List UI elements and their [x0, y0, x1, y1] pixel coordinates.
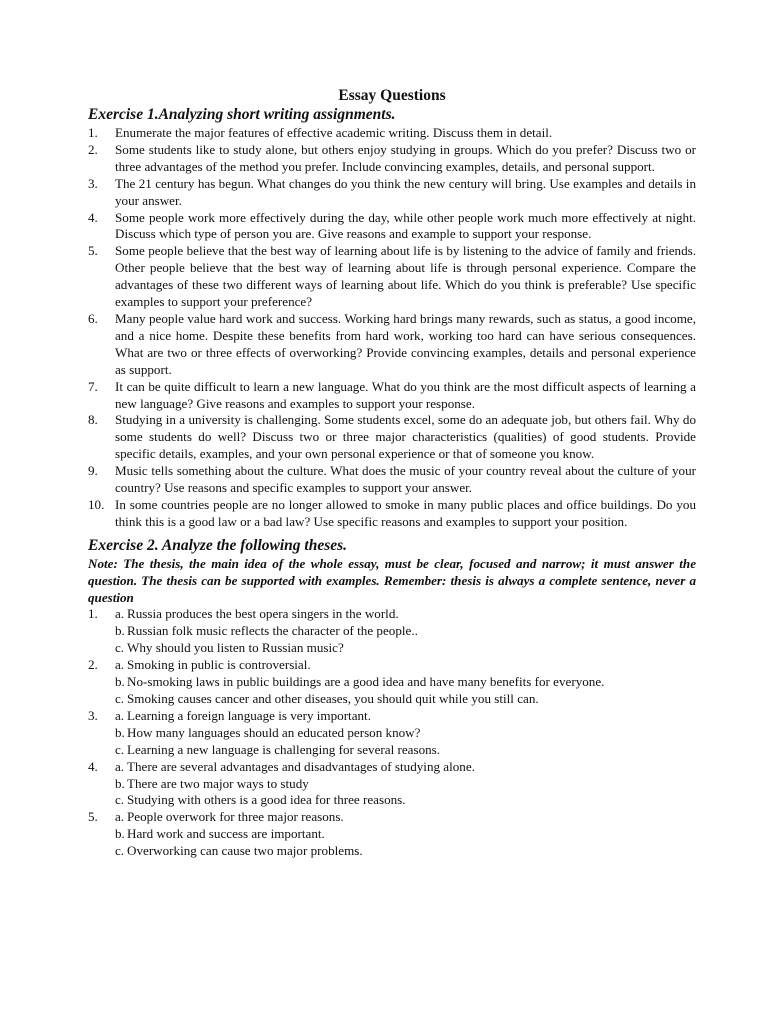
question-number: 6.: [88, 310, 98, 326]
thesis-option: [88, 759, 696, 776]
question-text: Music tells something about the culture. What does the music of your country reveal about the culture of your country? Use reasons and specific examples to support your answer.: [115, 463, 696, 496]
question-number: 3.: [88, 175, 98, 191]
thesis-group: [88, 657, 696, 708]
option-text: People overwork for three major reasons.: [127, 809, 344, 825]
thesis-group: [88, 809, 696, 860]
option-letter: b.: [115, 775, 125, 791]
thesis-option: [88, 674, 696, 691]
exercise-1-question-list: [88, 125, 696, 531]
question-text: Studying in a university is challenging. Some students excel, some do an adequate job, but others fail. Why do some students do well? Discuss two or three major characteristics (qualities) of good students. Provide specific details, examples, and your own personal experience or that of someone you know.: [115, 412, 696, 462]
question-number: 2.: [88, 141, 98, 157]
question-number: 1.: [88, 125, 98, 140]
question-item: [88, 210, 696, 244]
question-item: [88, 176, 696, 210]
option-text: Overworking can cause two major problems.: [127, 843, 363, 859]
group-number: 4.: [88, 758, 98, 774]
option-text: There are two major ways to study: [127, 775, 309, 791]
question-number: 4.: [88, 209, 98, 225]
option-letter: c.: [115, 741, 125, 757]
question-text: Enumerate the major features of effective academic writing. Discuss them in detail.: [115, 125, 553, 140]
option-text: No-smoking laws in public buildings are a good idea and have many benefits for everyone.: [127, 674, 605, 690]
exercise-2-heading: Exercise 2. Analyze the following theses.: [88, 536, 348, 554]
thesis-group: [88, 606, 696, 657]
question-item: [88, 311, 696, 379]
thesis-option: [88, 657, 696, 674]
option-text: Learning a foreign language is very important.: [127, 707, 371, 723]
thesis-option: [88, 640, 696, 657]
group-number: 1.: [88, 606, 98, 622]
option-letter: b.: [115, 623, 125, 639]
document-title: Essay Questions: [338, 87, 446, 104]
option-letter: a.: [115, 707, 125, 723]
option-letter: c.: [115, 792, 125, 808]
question-number: 9.: [88, 463, 98, 479]
option-letter: a.: [115, 758, 125, 774]
group-number: 2.: [88, 657, 98, 673]
option-letter: c.: [115, 843, 125, 859]
thesis-option: [88, 691, 696, 708]
option-text: Russia produces the best opera singers in the world.: [127, 606, 399, 622]
question-number: 5.: [88, 243, 98, 259]
question-text: Some people work more effectively during the day, while other people work much more effectively at night. Discuss which type of person you are. Give reasons and example to support your response.: [115, 209, 696, 242]
exercise-1-heading: Exercise 1.Analyzing short writing assignments.: [88, 106, 396, 123]
thesis-option: [88, 742, 696, 759]
document-page: [88, 86, 696, 860]
group-number: 5.: [88, 809, 98, 825]
question-item: [88, 243, 696, 311]
thesis-option: [88, 843, 696, 860]
question-item: [88, 142, 696, 176]
thesis-group: [88, 708, 696, 759]
thesis-option: [88, 623, 696, 640]
option-text: Russian folk music reflects the character of the people..: [127, 623, 418, 639]
option-text: How many languages should an educated person know?: [127, 724, 421, 740]
question-text: It can be quite difficult to learn a new language. What do you think are the most difficult aspects of learning a new language? Give reasons and examples to support your response.: [115, 378, 696, 411]
option-letter: a.: [115, 657, 125, 673]
question-text: Some people believe that the best way of learning about life is by listening to the advice of family and friends. Other people believe that the best way of learning about life is through personal experience. Compare the advantages of these two different ways of learning about life. Which do you think is preferable? Use specific examples to support your preference?: [115, 243, 696, 310]
option-letter: a.: [115, 606, 125, 622]
option-text: Learning a new language is challenging for several reasons.: [127, 741, 441, 757]
group-number: 3.: [88, 707, 98, 723]
option-letter: c.: [115, 691, 125, 706]
question-text: Some students like to study alone, but others enjoy studying in groups. Which do you prefer? Discuss two or three advantages of the method you prefer. Include convincing examples, details, and personal support.: [115, 141, 696, 174]
question-number: 10.: [88, 496, 105, 512]
thesis-option: [88, 725, 696, 742]
option-letter: b.: [115, 674, 125, 690]
question-item: [88, 463, 696, 497]
question-text: The 21 century has begun. What changes do you think the new century will bring. Use examples and details in your answer.: [115, 175, 696, 208]
option-text: Studying with others is a good idea for three reasons.: [127, 792, 406, 808]
option-letter: b.: [115, 826, 125, 842]
option-text: Smoking causes cancer and other diseases, you should quit while you still can.: [127, 691, 539, 706]
exercise-2-note: Note: The thesis, the main idea of the whole essay, must be clear, focused and narrow; it must answer the question. The thesis can be supported with examples. Remember: thesis is always a complete sentence, never a question: [88, 555, 696, 605]
thesis-option: [88, 776, 696, 793]
question-item: [88, 379, 696, 413]
thesis-option: [88, 809, 696, 826]
option-text: Hard work and success are important.: [127, 826, 325, 842]
thesis-option: [88, 826, 696, 843]
question-number: 8.: [88, 412, 98, 428]
option-text: There are several advantages and disadvantages of studying alone.: [127, 758, 475, 774]
thesis-group-list: [88, 606, 696, 860]
thesis-option: [88, 708, 696, 725]
thesis-group: [88, 759, 696, 810]
option-text: Smoking in public is controversial.: [127, 657, 311, 673]
question-item: [88, 412, 696, 463]
question-text: Many people value hard work and success. Working hard brings many rewards, such as status, a good income, and a nice home. Despite these benefits from hard work, working too hard can have serious consequences. What are two or three effects of overworking? Provide convincing examples, details and personal experience as support.: [115, 310, 696, 377]
thesis-option: [88, 606, 696, 623]
option-letter: c.: [115, 640, 125, 656]
option-letter: b.: [115, 724, 125, 740]
question-item: [88, 125, 696, 142]
thesis-option: [88, 792, 696, 809]
option-text: Why should you listen to Russian music?: [127, 640, 344, 656]
question-text: In some countries people are no longer allowed to smoke in many public places and office buildings. Do you think this is a good law or a bad law? Use specific reasons and examples to support your position.: [115, 496, 696, 529]
option-letter: a.: [115, 809, 125, 825]
question-item: [88, 497, 696, 531]
question-number: 7.: [88, 378, 98, 394]
